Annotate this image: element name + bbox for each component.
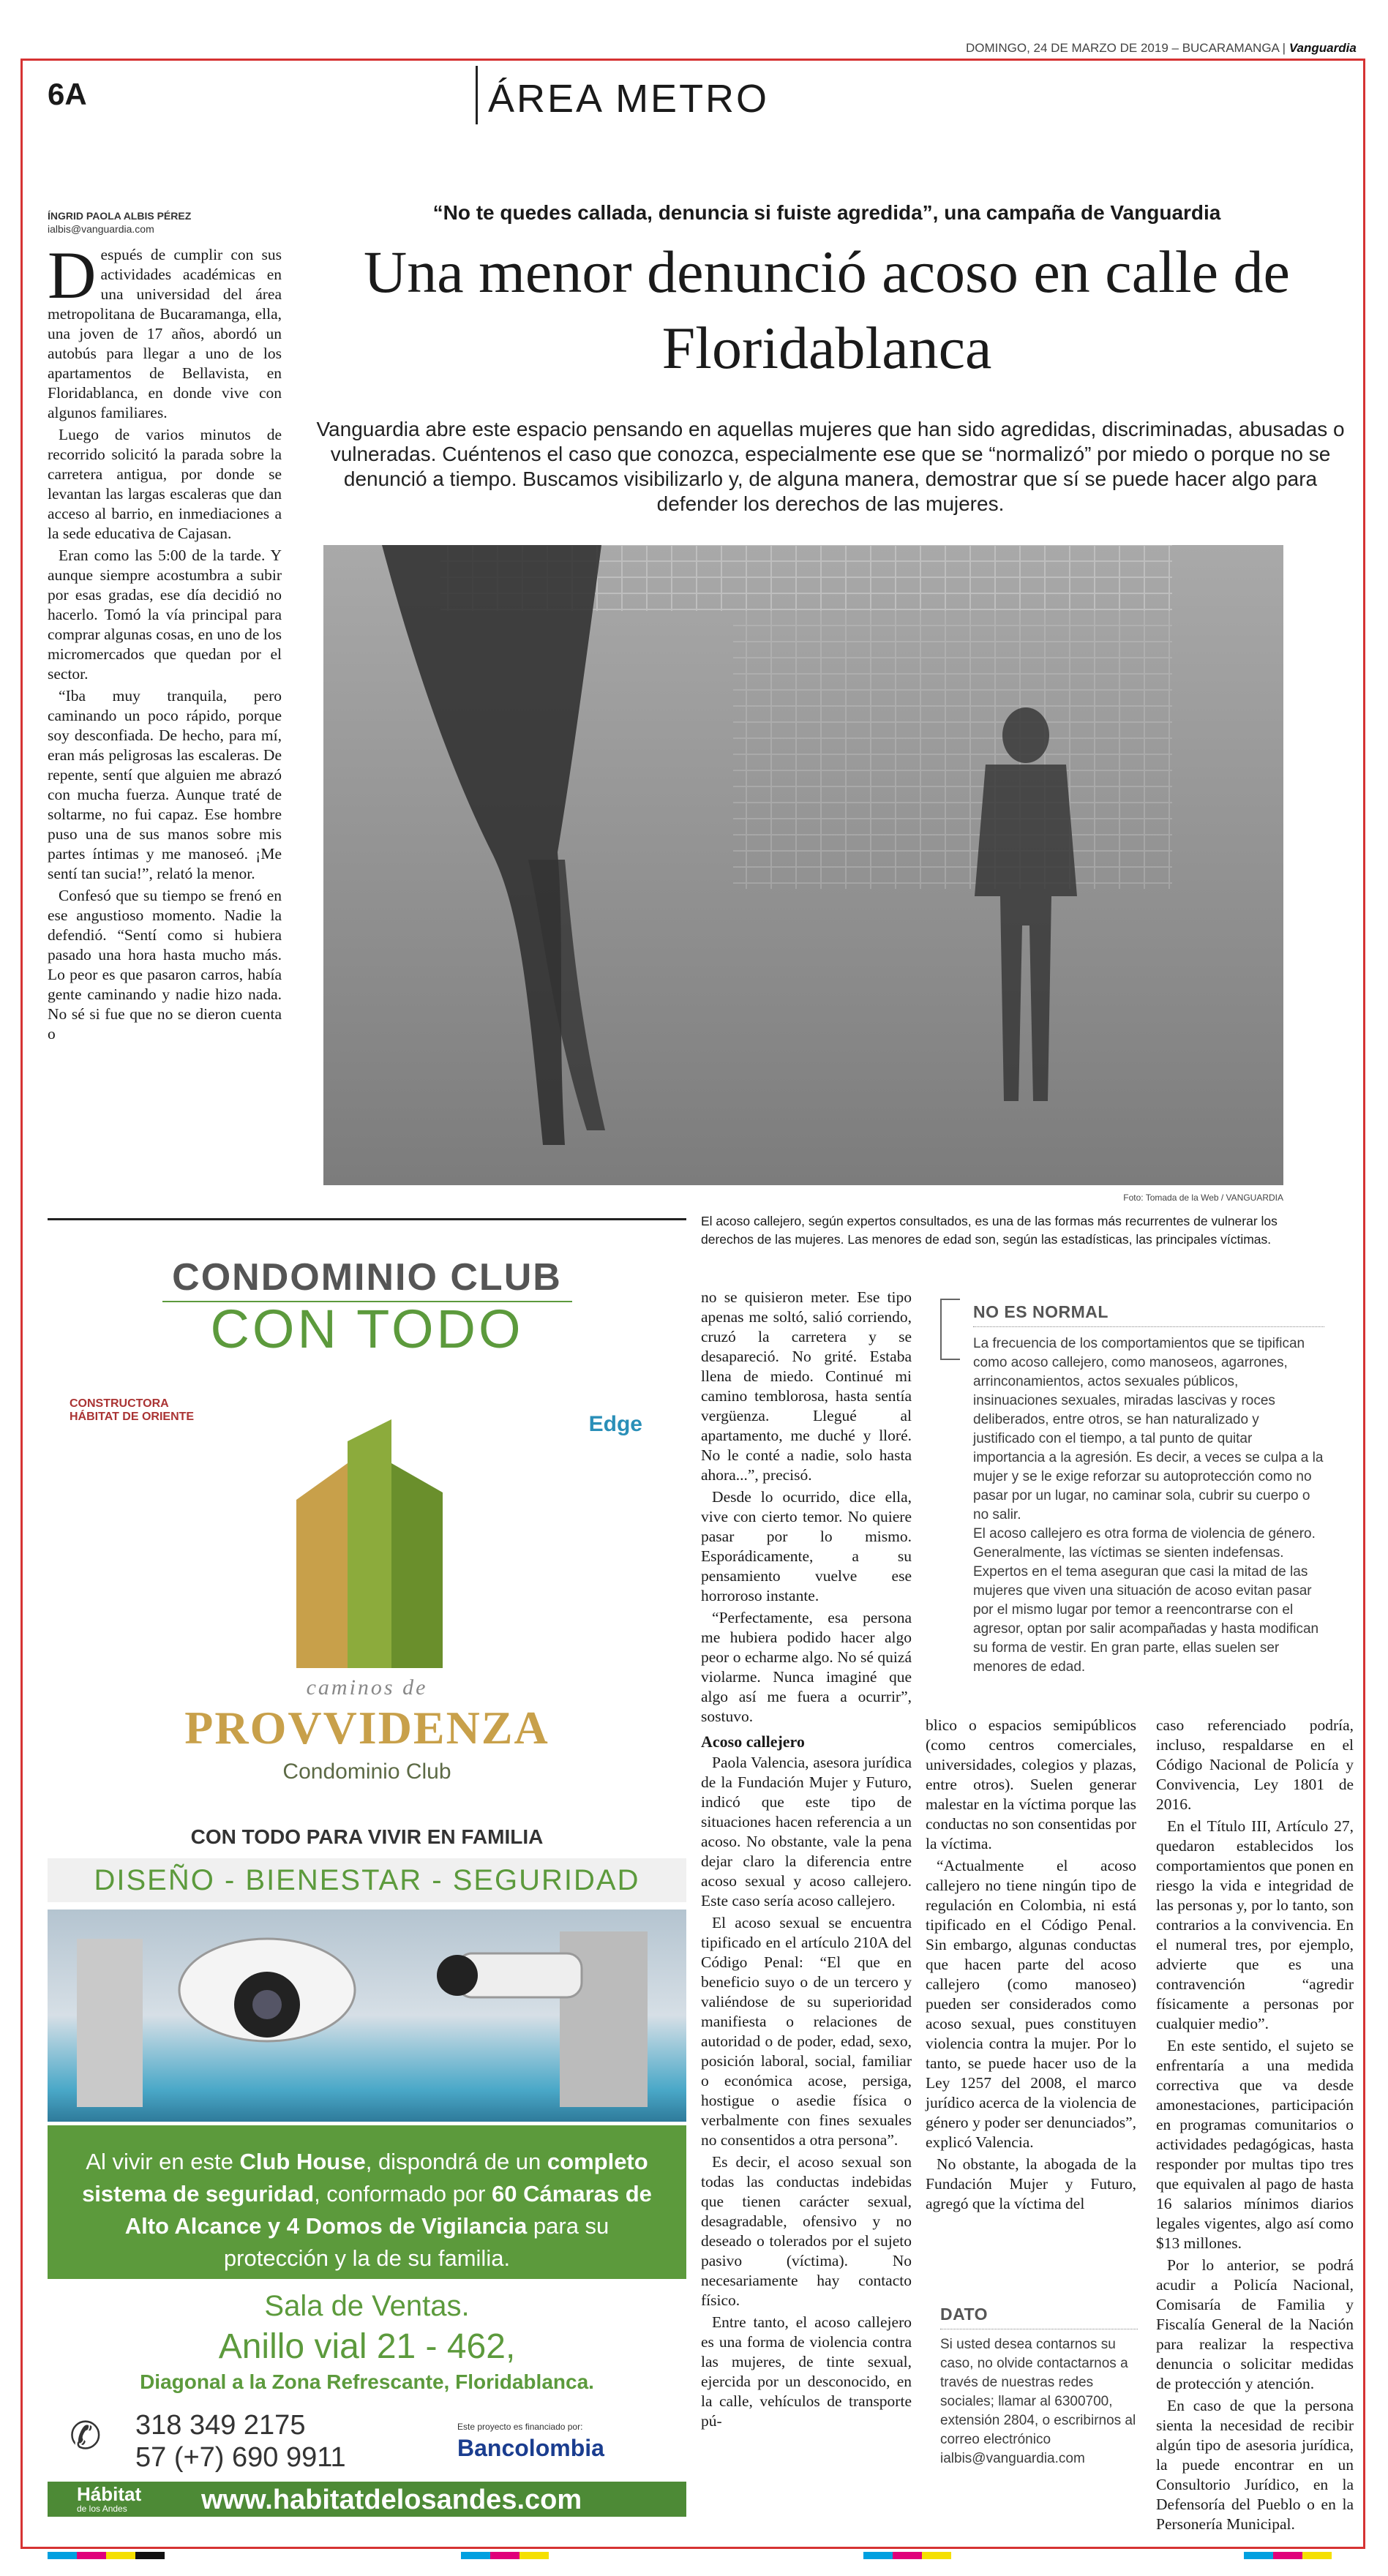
lead-paragraph: Vanguardia abre este espacio pensando en aquellas mujeres que han sido agredidas, discriminadas, abusadas o vulneradas. Cuéntenos el caso que conozca, especialmente ese que se “normalizó” por miedo o porque no se denunció a tiempo. Buscamos visibilizarlo y, de alguna manera, demostrar que sí se puede hacer algo para defender los derechos de las mujeres. xyxy=(316,418,1345,515)
builder-logo: CONSTRUCTORA HÁBITAT DE ORIENTE xyxy=(70,1397,195,1423)
ad-divider xyxy=(48,1218,686,1220)
registration-magenta xyxy=(893,2552,922,2559)
dato-text: Si usted desea contarnos su caso, no olvide contactarnos a través de nuestras redes sociales; llamar al 6300700, extensión 2804, o escribirnos al correo electrónico ialbis@vanguardia.com xyxy=(940,2337,1136,2466)
project-sub: Condominio Club xyxy=(282,1760,451,1784)
ad-pillars: DISEÑO - BIENESTAR - SEGURIDAD xyxy=(48,1858,686,1902)
ad-slogan: CON TODO PARA VIVIR EN FAMILIA xyxy=(190,1825,544,1848)
paragraph: En este sentido, el sujeto se enfrentaría a una medida correctiva que va desde amonestaciones, participación en programas comunitarios o actividades pedagógicas, hasta responder por multas tipo tres que equivalen al pago de hasta 16 salarios mínimos diarios legales vigentes, algo así como $13 millones. xyxy=(1156,2037,1354,2252)
subhead: Acoso callejero xyxy=(701,1732,805,1751)
edge-logo: Edge xyxy=(588,1412,642,1436)
registration-magenta xyxy=(490,2552,519,2559)
registration-cyan xyxy=(1244,2552,1273,2559)
ad-photo xyxy=(48,1910,686,2122)
registration-yellow xyxy=(519,2552,549,2559)
ad-security-text: Al vivir en este Club House, dispondrá de un completo sistema de seguridad, conformado por 60 Cámaras de Alto Alcance y 4 Domos de Vigilancia para su protección y la de su familia. xyxy=(48,2125,686,2279)
article-column-2 xyxy=(701,1288,912,2433)
sidebar-text: La frecuencia de los comportamientos que se tipifican como acoso callejero, como manoseos, agarrones, arrinconamientos, actos sexuales públicos, insinuaciones sexuales, miradas lascivas y roces deliberados, entre otros, se han naturalizado y justificado con el tiempo, a tal punto de quitar importancia a la agresión. Es decir, a veces se culpa a la mujer y se le exige reforzar su autoprotección como no pasar por un lugar, no caminar sola, cubrir su cuerpo o no salir. El acoso callejero es otra forma de violencia de género. Generalmente, las víctimas se sienten indefensas. Expertos en el tema aseguran que casi la mitad de las mujeres que viven una situación de acoso evitan pasar por el mismo lugar por temor a reencontrarse con el agresor, optan por salir acompañadas y hasta modifican su forma de vestir. En gran parte, ellas suelen ser menores de edad. xyxy=(973,1336,1324,1675)
paragraph: “Perfectamente, esa persona me hubiera podido hacer algo peor o echarme algo. No sé quizá violarme. Nunca imaginé que algo así me fuera a ocurrir”, sostuvo. xyxy=(701,1609,912,1725)
page-number: 6A xyxy=(48,77,87,111)
phone-1: 318 349 2175 xyxy=(135,2410,306,2441)
sidebar-title: NO ES NORMAL xyxy=(973,1302,1108,1321)
headline: Una menor denunció acoso en calle de Floridablanca xyxy=(364,239,1290,381)
paragraph: no se quisieron meter. Ese tipo apenas me soltó, salió corriendo, cruzó la carretera y se desapareció. No grité. Estaba llena de miedo. Continué mi camino temblorosa, hasta sentía vergüenza. Llegué al apartamento, me duché y lloré. No le conté a nadie, solo hasta ahora...”, precisó. xyxy=(701,1288,912,1484)
phone-icon: ✆ xyxy=(70,2415,102,2457)
paragraph: “Actualmente el acoso callejero no tiene ningún tipo de regulación en Colombia, ni está tipificado en el Código Penal. Sin embargo, algunas conductas que hacen parte del acoso callejero (como manoseo) pueden ser considerados como acoso sexual, pues constituyen violencia contra la mujer. Por lo tanto, se puede hacer uso de la Ley 1257 del 2008, el marco jurídico acerca de la violencia de género y poder ser denunciados”, explicó Valencia. xyxy=(926,1857,1136,2151)
ad-title-top: CONDOMINIO CLUB xyxy=(172,1256,562,1299)
financed-label: Este proyecto es financiado por: xyxy=(457,2422,583,2432)
shadow-photo xyxy=(323,545,1283,1185)
registration-cyan xyxy=(461,2552,490,2559)
ad-script: caminos de xyxy=(306,1675,428,1700)
paragraph: No obstante, la abogada de la Fundación Mujer y Futuro, agregó que la víctima del xyxy=(926,2155,1136,2212)
paragraph: Por lo anterior, se podrá acudir a Policía Nacional, Comisaría de Familia y Fiscalía General de la Nación para realizar la respectiva denuncia o solicitar medidas de protección y atención. xyxy=(1156,2256,1354,2392)
footer-brand: Hábitat xyxy=(77,2483,142,2505)
article-column-1 xyxy=(48,238,282,1046)
paragraph: Paola Valencia, asesora jurídica de la Fundación Mujer y Futuro, indicó que este tipo de situaciones hacen referencia a un acoso. No obstante, vale la pena dejar claro la diferencia entre acoso sexual y acoso callejero. Este caso sería acoso callejero. xyxy=(701,1754,912,1910)
registration-yellow xyxy=(922,2552,951,2559)
phone-2: 57 (+7) 690 9911 xyxy=(135,2442,346,2473)
paragraph: Confesó que su tiempo se frenó en ese angustioso momento. Nadie la defendió. “Sentí como si hubiera pasado una hora hasta mucho más. Lo peor es que pasaron carros, había gente caminando y nadie hizo nada. No sé si fue que no se dieron cuenta o xyxy=(48,887,282,1043)
byline xyxy=(48,209,282,236)
footer-brand-sub: de los Andes xyxy=(77,2504,127,2514)
registration-magenta xyxy=(77,2552,106,2559)
security-camera-icon xyxy=(48,1910,686,2122)
paragraph: En el Título III, Artículo 27, quedaron establecidos los comportamientos que ponen en riesgo la vida e integridad de las personas y, por lo tanto, son contrarios a la convivencia. En el numeral tres, por ejemplo, advierte que es una contravención “agredir físicamente a personas por cualquier medio”. xyxy=(1156,1817,1354,2032)
photo-credit: Foto: Tomada de la Web / VANGUARDIA xyxy=(1123,1193,1283,1203)
paragraph: El acoso sexual se encuentra tipificado en el artículo 210A del Código Penal: “El que en beneficio suyo o de un tercero y valiéndose de su superioridad manifiesta o relaciones de autoridad o de poder, edad, sexo, posición laboral, social, familiar o económica acose, persiga, hostigue o asedie física o verbalmente con fines sexuales no consentidos a otra persona”. xyxy=(701,1914,912,2149)
paragraph: Eran como las 5:00 de la tarde. Y aunque siempre acostumbra a subir por esas gradas, ese día decidió no hacerlo. Tomó la vía principal para comprar algunas cosas, en uno de los micromercados que quedan por el sector. xyxy=(48,547,282,683)
article-column-3 xyxy=(926,1716,1136,2216)
registration-yellow xyxy=(106,2552,135,2559)
photo-caption: El acoso callejero, según expertos consultados, es una de las formas más recurrentes de vulnerar los derechos de las mujeres. Las menores de edad son, según las estadísticas, las principales víctimas. xyxy=(701,1214,1278,1247)
registration-yellow xyxy=(1302,2552,1332,2559)
ad-title-big: CON TODO xyxy=(210,1299,524,1359)
registration-cyan xyxy=(863,2552,893,2559)
paragraph: “Iba muy tranquila, pero caminando un poco rápido, porque soy desconfiada. De hecho, para mí, eran más peligrosas las escaleras. De repente, sentí que alguien me abrazó con mucha fuerza. Aunque traté de soltarme, no fui capaz. Ese hombre puso una de sus manos sobre mis partes íntimas y me manoseó. ¡Me sentí tan sucia!”, relató la menor. xyxy=(48,687,282,882)
paragraph: Luego de varios minutos de recorrido solicitó la parada sobre la carretera antigua, por donde se levantan las largas escaleras que dan acceso al barrio, en inmediaciones a la sede educativa de Cajasan. xyxy=(48,426,282,542)
author-name: ÍNGRID PAOLA ALBIS PÉREZ xyxy=(48,210,192,222)
paragraph: blico o espacios semipúblicos (como centros comerciales, universidades, colegios y plazas, entre otros). Suelen generar malestar en la víctima porque las conductas no son consentidas por la víctima. xyxy=(926,1716,1136,1852)
paragraph: caso referenciado podría, incluso, respaldarse en el Código Nacional de Policía y Convivencia, Ley 1801 de 2016. xyxy=(1156,1716,1354,1813)
ad-footer xyxy=(48,2482,686,2517)
article-column-4 xyxy=(1156,1716,1354,2536)
sidebar-no-es-normal xyxy=(973,1302,1324,1677)
ad-website: www.habitatdelosandes.com xyxy=(201,2485,582,2515)
bank-logo: Bancolombia xyxy=(457,2435,604,2461)
section-title: ÁREA METRO xyxy=(476,66,769,124)
advertisement xyxy=(48,1244,686,2517)
paragraph: Desde lo ocurrido, dice ella, vive con cierto temor. No quiere pasar por lo mismo. Esporádicamente, a su pensamiento vuelve ese horroroso instante. xyxy=(701,1488,912,1604)
author-email: ialbis@vanguardia.com xyxy=(48,223,154,235)
registration-black xyxy=(135,2552,165,2559)
paragraph: Después de cumplir con sus actividades académicas en una universidad del área metropolitana de Bucaramanga, ella, una joven de 17 años, abordó un autobús para llegar a uno de los apartamentos de Bellavista, en Floridablanca, en donde vive con algunos familiares. xyxy=(48,238,282,421)
registration-cyan xyxy=(48,2552,77,2559)
sales-address-2: Diagonal a la Zona Refrescante, Floridablanca. xyxy=(140,2370,594,2393)
sidebar-bracket xyxy=(940,1299,960,1360)
dateline: DOMINGO, 24 DE MARZO DE 2019 – BUCARAMANGA | Vanguardia xyxy=(966,41,1357,55)
paragraph: Es decir, el acoso sexual son todas las conductas indebidas que tienen carácter sexual, desagradable, ofensivo y no deseado o tolerados por el sujeto pasivo (víctima). No necesariamente hay contacto físico. xyxy=(701,2153,912,2309)
sales-address: Anillo vial 21 - 462, xyxy=(218,2327,516,2366)
sales-label: Sala de Ventas. xyxy=(264,2290,470,2322)
dato-title: DATO xyxy=(940,2305,989,2324)
article-photo xyxy=(323,545,1283,1185)
dato-box xyxy=(940,2305,1138,2468)
project-name: PROVVIDENZA xyxy=(184,1702,549,1754)
kicker: “No te quedes callada, denuncia si fuiste agredida”, una campaña de Vanguardia xyxy=(432,201,1221,224)
building-logo-icon xyxy=(267,1419,472,1668)
dropcap: D xyxy=(48,238,97,312)
paragraph: En caso de que la persona sienta la necesidad de recibir algún tipo de asesoria jurídica, la puede encontrar en un Consultorio Jurídico, en la Defensoría del Pueblo o en la Personería Municipal. xyxy=(1156,2397,1354,2533)
registration-magenta xyxy=(1273,2552,1302,2559)
paragraph: Entre tanto, el acoso callejero es una forma de violencia contra las mujeres, de tinte sexual, ejercida por un desconocido, en la calle, vehículos de transporte pú- xyxy=(701,2313,912,2430)
